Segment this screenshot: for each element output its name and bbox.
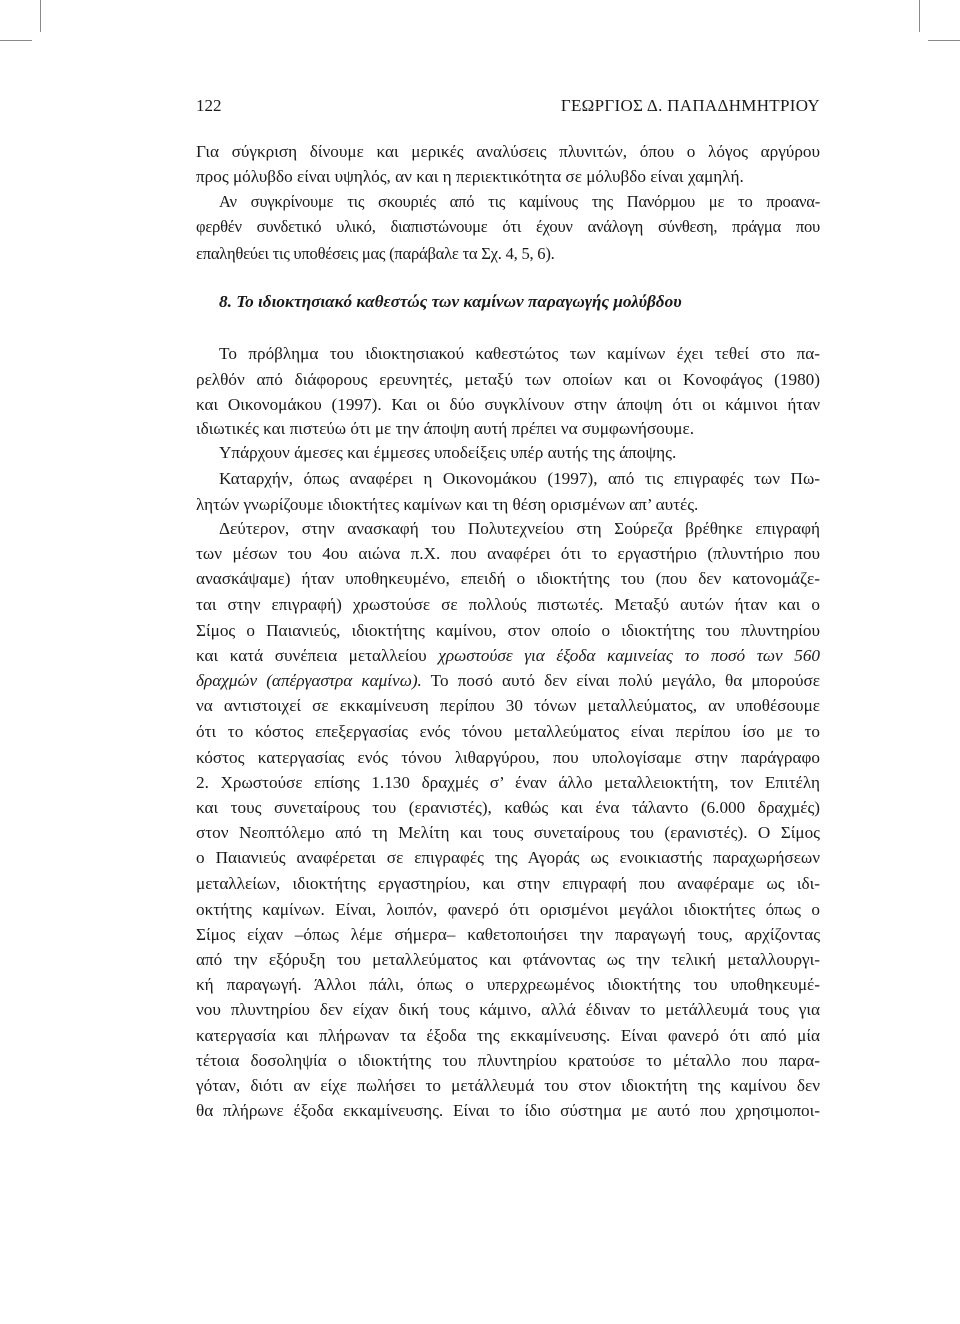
- text-line: γόταν, διότι αν είχε πωλήσει το μετάλλευμά του στον ιδιοκτήτη της καμίνου δεν: [196, 1076, 820, 1095]
- text-line: Καταρχήν, όπως αναφέρει η Οικονομάκου (1997), από τις επιγραφές των Πω-: [219, 469, 820, 488]
- text-line: ότι το κόστος επεξεργασίας ενός τόνου μεταλλεύματος είναι περίπου ίσο με το: [196, 722, 820, 741]
- text-line: και τους συνεταίρους του (ερανιστές), καθώς και ένα τάλαντο (6.000 δραχμές): [196, 798, 820, 817]
- text-line: Το πρόβλημα του ιδιοκτησιακού καθεστώτος των καμίνων έχει τεθεί στο πα-: [219, 344, 820, 363]
- italic-text-run: δραχμών (απέργαστρα καμίνω).: [196, 671, 422, 690]
- text-line: φερθέν συνδετικό υλικό, διαπιστώνουμε ότι έχουν ανάλογη σύνθεση, πράγμα που: [196, 217, 820, 236]
- text-line: θα πλήρωνε έξοδα εκκαμίνευσης. Είναι το ίδιο σύστημα με αυτό που χρησιμοποι-: [196, 1101, 820, 1120]
- text-line: ο Παιανιεύς αναφέρεται σε επιγραφές της Αγοράς ως ενοικιαστής παραχωρήσεων: [196, 848, 820, 867]
- text-line: επαληθεύει τις υποθέσεις μας (παράβαλε τα Σχ. 4, 5, 6).: [196, 244, 555, 263]
- text-line: Υπάρχουν άμεσες και έμμεσες υποδείξεις υπέρ αυτής της άποψης.: [219, 443, 677, 462]
- text-line: κόστος κατεργασίας ενός τόνου λιθαργύρου, που υπολογίσαμε στην παράγραφο: [196, 748, 820, 767]
- text-line: ιδιωτικές και πιστεύω ότι με την άποψη αυτή πρέπει να συμφωνήσουμε.: [196, 419, 695, 438]
- text-line: κή παραγωγή. Άλλοι πάλι, όπως ο υπερχρεωμένος ιδιοκτήτης του υποθηκευμέ-: [196, 975, 820, 994]
- section-heading: 8. Το ιδιοκτησιακό καθεστώς των καμίνων παραγωγής μολύβδου: [219, 292, 682, 311]
- text-run: και κατά συνέπεια μεταλλείου: [196, 646, 427, 665]
- crop-mark-top-left-horizontal: [0, 40, 32, 41]
- crop-mark-top-right-horizontal: [928, 40, 960, 41]
- page-number: 122: [196, 96, 222, 115]
- text-line: [196, 642, 820, 670]
- text-line: και Οικονομάκου (1997). Και οι δύο συγκλίνουν στην άποψη ότι οι κάμινοι ήταν: [196, 395, 820, 414]
- crop-mark-top-right-vertical: [919, 0, 920, 32]
- text-line: των μέσων του 4ου αιώνα π.Χ. που αναφέρει ότι το εργαστήριο (πλυντήριο που: [196, 544, 820, 563]
- text-line: μεταλλείων, ιδιοκτήτης εργαστηρίου, και στην επιγραφή που αναφέραμε ως ιδι-: [196, 874, 820, 893]
- text-line: [196, 667, 820, 695]
- text-line: Για σύγκριση δίνουμε και μερικές αναλύσεις πλυνιτών, όπου ο λόγος αργύρου: [196, 142, 820, 161]
- text-line: ανασκάψαμε) ήταν υποθηκευμένο, επειδή ο ιδιοκτήτης του (που δεν κατονομάζε-: [196, 569, 820, 588]
- text-line: στον Νεοπτόλεμο από τη Μελίτη και τους συνεταίρους του (ερανιστές). Ο Σίμος: [196, 823, 820, 842]
- text-line: κατεργασία και πλήρωναν τα έξοδα της εκκαμίνευσης. Είναι φανερό ότι από μία: [196, 1026, 820, 1045]
- text-line: τέτοια δοσοληψία ο ιδιοκτήτης του πλυντηρίου κρατούσε το μέταλλο που παρα-: [196, 1051, 820, 1070]
- text-line: προς μόλυβδο είναι υψηλός, αν και η περιεκτικότητα σε μόλυβδο είναι χαμηλή.: [196, 167, 744, 186]
- text-line: Σίμος ο Παιανιεύς, ιδιοκτήτης καμίνου, στον οποίο ο ιδιοκτήτης του πλυντηρίου: [196, 621, 820, 640]
- running-header: [196, 94, 820, 118]
- text-line: Σίμος είχαν –όπως λέμε σήμερα– καθετοποιήσει την παραγωγή τους, αρχίζοντας: [196, 925, 820, 944]
- text-run: Το ποσό αυτό δεν είναι πολύ μεγάλο, θα μπορούσε: [430, 671, 820, 690]
- text-line: οκτήτης καμίνων. Είναι, λοιπόν, φανερό ότι ορισμένοι μεγάλοι ιδιοκτήτες όπως ο: [196, 900, 820, 919]
- text-line: νου πλυντηρίου δεν είχαν δική τους κάμινο, αλλά έδιναν το μετάλλευμά τους για: [196, 1000, 820, 1019]
- italic-text-run: χρωστούσε για έξοδα καμινείας το ποσό των 560: [438, 646, 821, 665]
- text-line: από την εξόρυξη του μεταλλεύματος και φτάνοντας ως την τελική μεταλλουργι-: [196, 950, 820, 969]
- running-title: ΓΕΩΡΓΙΟΣ Δ. ΠΑΠΑΔΗΜΗΤΡΙΟΥ: [560, 96, 820, 115]
- text-line: λητών γνωρίζουμε ιδιοκτήτες καμίνων και τη θέση ορισμένων απ’ αυτές.: [196, 495, 699, 514]
- text-line: ται στην επιγραφή) χρωστούσε σε πολλούς πιστωτές. Μεταξύ αυτών ήταν και ο: [196, 595, 820, 614]
- text-line: Δεύτερον, στην ανασκαφή του Πολυτεχνείου στη Σούρεζα βρέθηκε επιγραφή: [219, 519, 820, 538]
- crop-mark-top-left-vertical: [40, 0, 41, 32]
- text-line: 2. Χρωστούσε επίσης 1.130 δραχμές σ’ έναν άλλο μεταλλειοκτήτη, τον Επιτέλη: [196, 773, 820, 792]
- text-line: να αντιστοιχεί σε εκκαμίνευση περίπου 30 τόνων μεταλλεύματος, αν υποθέσουμε: [196, 696, 820, 715]
- text-line: Αν συγκρίνουμε τις σκουριές από τις καμίνους της Πανόρμου με το προανα-: [219, 192, 820, 211]
- text-line: ρελθόν από διάφορους ερευνητές, μεταξύ των οποίων και οι Κονοφάγος (1980): [196, 370, 820, 389]
